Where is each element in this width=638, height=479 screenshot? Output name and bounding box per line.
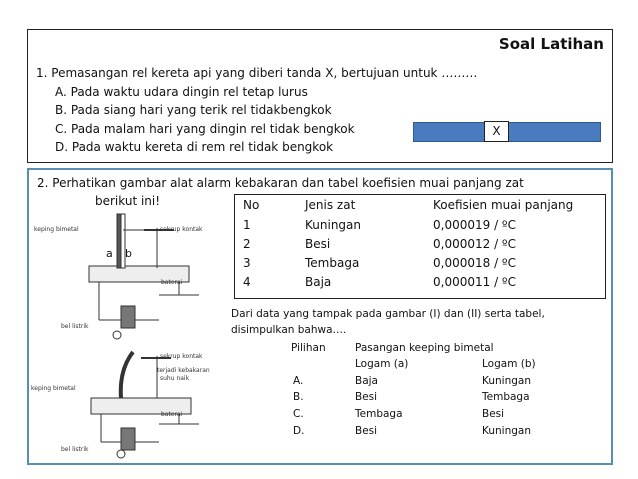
choice-label: B. [293,391,304,403]
cell-koef: 0,000012 / ºC [433,237,516,251]
cell-koef: 0,000018 / ºC [433,256,516,270]
col-a-header: Logam (a) [355,358,409,370]
cell-zat: Tembaga [305,256,360,270]
choice-b: Kuningan [482,375,531,387]
label-a: a [106,247,113,260]
option-d: D. Pada waktu kereta di rem rel tidak bengkok [55,140,334,154]
header-jenis-zat: Jenis zat [305,198,356,212]
fig1-contact-label: sekrup kontak [160,226,203,233]
choice-a: Besi [355,425,378,437]
option-b: B. Pada siang hari yang terik rel tidakbengkok [55,103,332,117]
table-row [235,256,605,275]
choice-label: C. [293,408,304,420]
cell-koef: 0,000011 / ºC [433,275,516,289]
choice-b: Kuningan [482,425,531,437]
pilihan-header: Pilihan [291,342,326,354]
header-no: No [243,198,260,212]
choice-a: Tembaga [355,408,403,420]
fig2-contact-label: sekrup kontak [160,353,203,360]
label-b: b [125,247,132,260]
cell-no: 1 [243,218,251,232]
col-b-header: Logam (b) [482,358,536,370]
fig1-bimetal-label: keping bimetal [34,226,79,233]
question-1-text: 1. Pemasangan rel kereta api yang diberi tanda X, bertujuan untuk ……… [36,66,478,80]
desc-line-1: Dari data yang tampak pada gambar (I) dan (II) serta tabel, [231,308,545,320]
desc-line-2: disimpulkan bahwa…. [231,324,347,336]
page-title: Soal Latihan [498,35,604,53]
cell-zat: Besi [305,237,331,251]
fig1-bell-label: bel listrik [61,323,89,330]
choice-b: Tembaga [482,391,530,403]
cell-no: 4 [243,275,251,289]
cell-zat: Baja [305,275,332,289]
cell-no: 2 [243,237,251,251]
fig2-fire-label: terjadi kebakaran [157,367,210,374]
fig2-bell-label: bel listrik [61,446,89,453]
choice-a: Besi [355,391,378,403]
rail-gap-marker: X [484,121,509,142]
fig2-bimetal-label: keping bimetal [31,385,76,392]
fig2-fire2-label: suhu naik [160,375,190,382]
header-koefisien: Koefisien muai panjang [433,198,574,212]
table-row [235,237,605,256]
table-row [235,218,605,237]
pair-header: Pasangan keeping bimetal [355,342,494,354]
cell-no: 3 [243,256,251,270]
option-c: C. Pada malam hari yang dingin rel tidak bengkok [55,121,355,136]
choice-b: Besi [482,408,505,420]
coefficient-table [234,194,606,299]
fig1-battery-label: baterai [161,279,183,286]
question-2-description [231,306,601,338]
option-a: A. Pada waktu udara dingin rel tetap lurus [55,84,308,99]
fire-alarm-figures [29,170,229,460]
question-1 [36,64,477,157]
question-2-text-cont: berikut ini! [95,194,161,208]
cell-zat: Kuningan [305,218,361,232]
table-header-row [235,198,605,217]
question-2-box [27,168,613,465]
question-1-box [27,29,613,163]
table-row [235,275,605,294]
cell-koef: 0,000019 / ºC [433,218,516,232]
choice-label: D. [293,425,305,437]
choice-a: Baja [355,375,378,387]
question-2-text: 2. Perhatikan gambar alat alarm kebakaran dan tabel koefisien muai panjang zat [37,176,524,190]
fig2-battery-label: baterai [161,411,183,418]
choice-label: A. [293,375,304,387]
